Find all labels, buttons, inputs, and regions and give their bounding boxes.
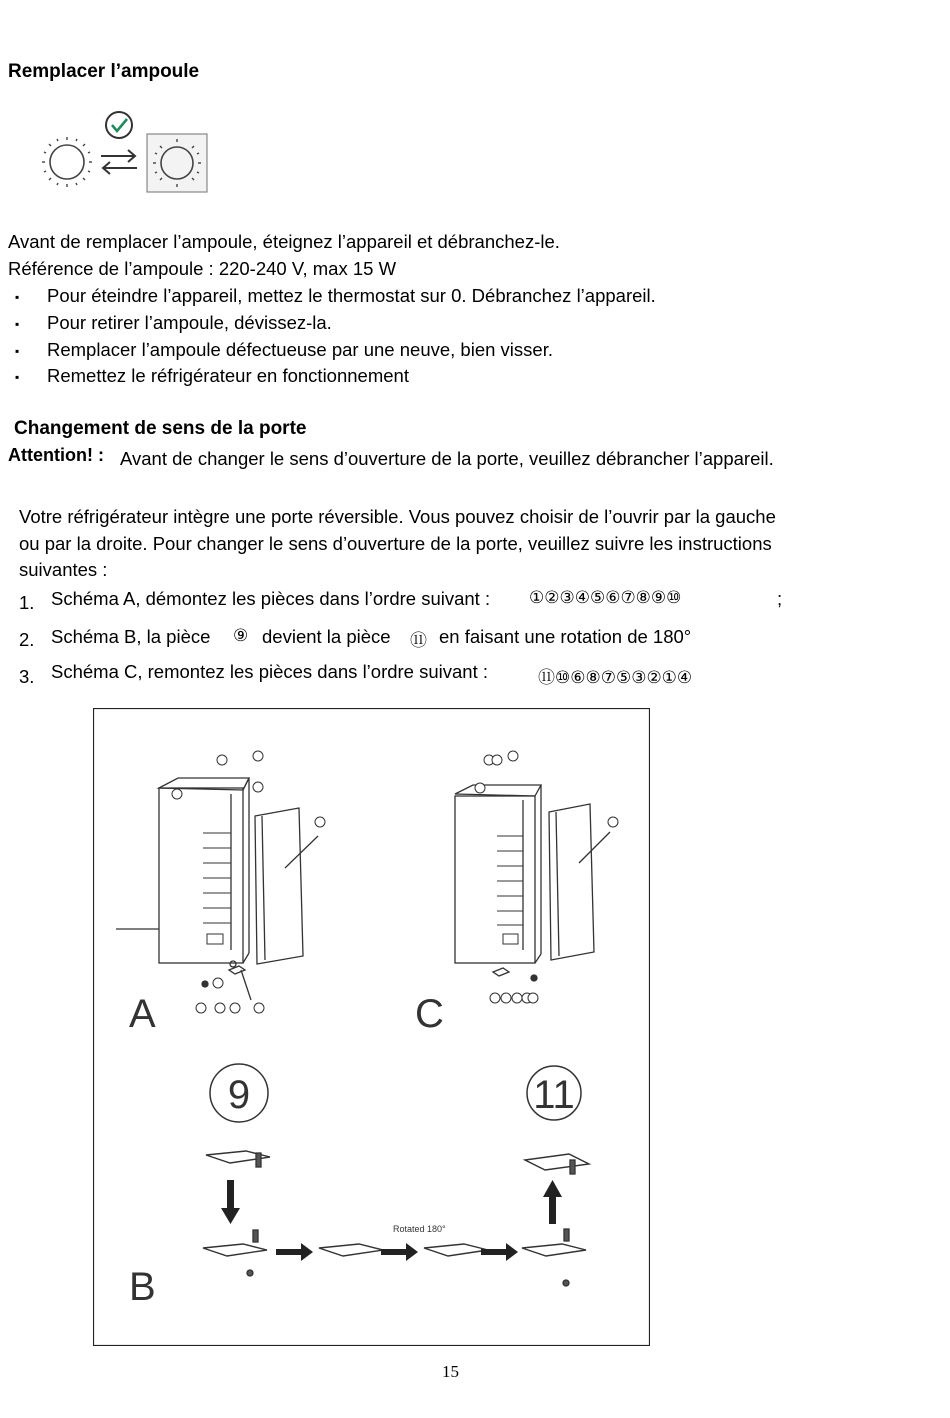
door-step-2-piece-a: ⑨ — [233, 626, 249, 646]
bulb-step-3: Remplacer l’ampoule défectueuse par une neuve, bien visser. — [47, 339, 553, 360]
bulb-intro-line-1: Avant de remplacer l’ampoule, éteignez l’appareil et débranchez-le. — [8, 231, 560, 252]
attention-text: Avant de changer le sens d’ouverture de la porte, veuillez débrancher l’appareil. — [120, 448, 774, 469]
bulb-intro-line-2: Référence de l’ampoule : 220-240 V, max 15 W — [8, 258, 397, 279]
checkmark-icon — [106, 112, 132, 138]
diagram-label-a: A — [129, 992, 156, 1036]
door-step-2-text: Schéma B, la pièce — [51, 626, 211, 647]
door-reversal-diagram — [93, 708, 650, 1346]
door-paragraph-line-3: suivantes : — [19, 559, 108, 580]
door-step-3-sequence: ⑪⑩⑥⑧⑦⑤③②①④ — [538, 668, 693, 688]
door-step-3-text: Schéma C, remontez les pièces dans l’ordre suivant : — [51, 661, 489, 682]
bullet-icon: ▪ — [15, 370, 20, 384]
bulb-section-title: Remplacer l’ampoule — [8, 61, 200, 82]
diagram-label-c: C — [415, 992, 444, 1036]
swap-arrows-icon — [101, 150, 137, 174]
diagram-label-b: B — [129, 1265, 156, 1309]
piece-number-9: 9 — [227, 1073, 251, 1117]
page-number: 15 — [442, 1362, 459, 1381]
bulb-swap-illustration — [35, 106, 215, 198]
door-step-1-text: Schéma A, démontez les pièces dans l’ordre suivant : — [51, 588, 491, 609]
step-number: 2. — [19, 629, 35, 650]
door-step-1-tail: ; — [777, 588, 783, 609]
door-step-2-tail: en faisant une rotation de 180° — [439, 626, 692, 647]
attention-label: Attention! : — [8, 445, 104, 465]
bullet-icon: ▪ — [15, 317, 20, 331]
bulb-step-1: Pour éteindre l’appareil, mettez le thermostat sur 0. Débranchez l’appareil. — [47, 285, 656, 306]
door-step-2-text-2: devient la pièce — [262, 626, 391, 647]
bullet-icon: ▪ — [15, 344, 20, 358]
door-step-1-sequence: ①②③④⑤⑥⑦⑧⑨⑩ — [529, 588, 682, 608]
old-bulb-icon — [42, 137, 92, 187]
bullet-icon: ▪ — [15, 290, 20, 304]
door-section-title: Changement de sens de la porte — [14, 418, 307, 439]
piece-number-11: 11 — [533, 1073, 575, 1117]
step-number: 1. — [19, 592, 35, 613]
door-paragraph-line-1: Votre réfrigérateur intègre une porte réversible. Vous pouvez choisir de l’ouvrir par la gauche — [19, 506, 776, 527]
step-number: 3. — [19, 666, 35, 687]
bulb-step-4: Remettez le réfrigérateur en fonctionnement — [47, 365, 409, 386]
new-bulb-icon — [147, 134, 207, 192]
bulb-step-2: Pour retirer l’ampoule, dévissez-la. — [47, 312, 332, 333]
door-paragraph-line-2: ou par la droite. Pour changer le sens d’ouverture de la porte, veuillez suivre les instructions — [19, 533, 772, 554]
rotated-caption: Rotated 180° — [393, 1224, 446, 1234]
door-step-2-piece-b: ⑪ — [410, 631, 427, 651]
